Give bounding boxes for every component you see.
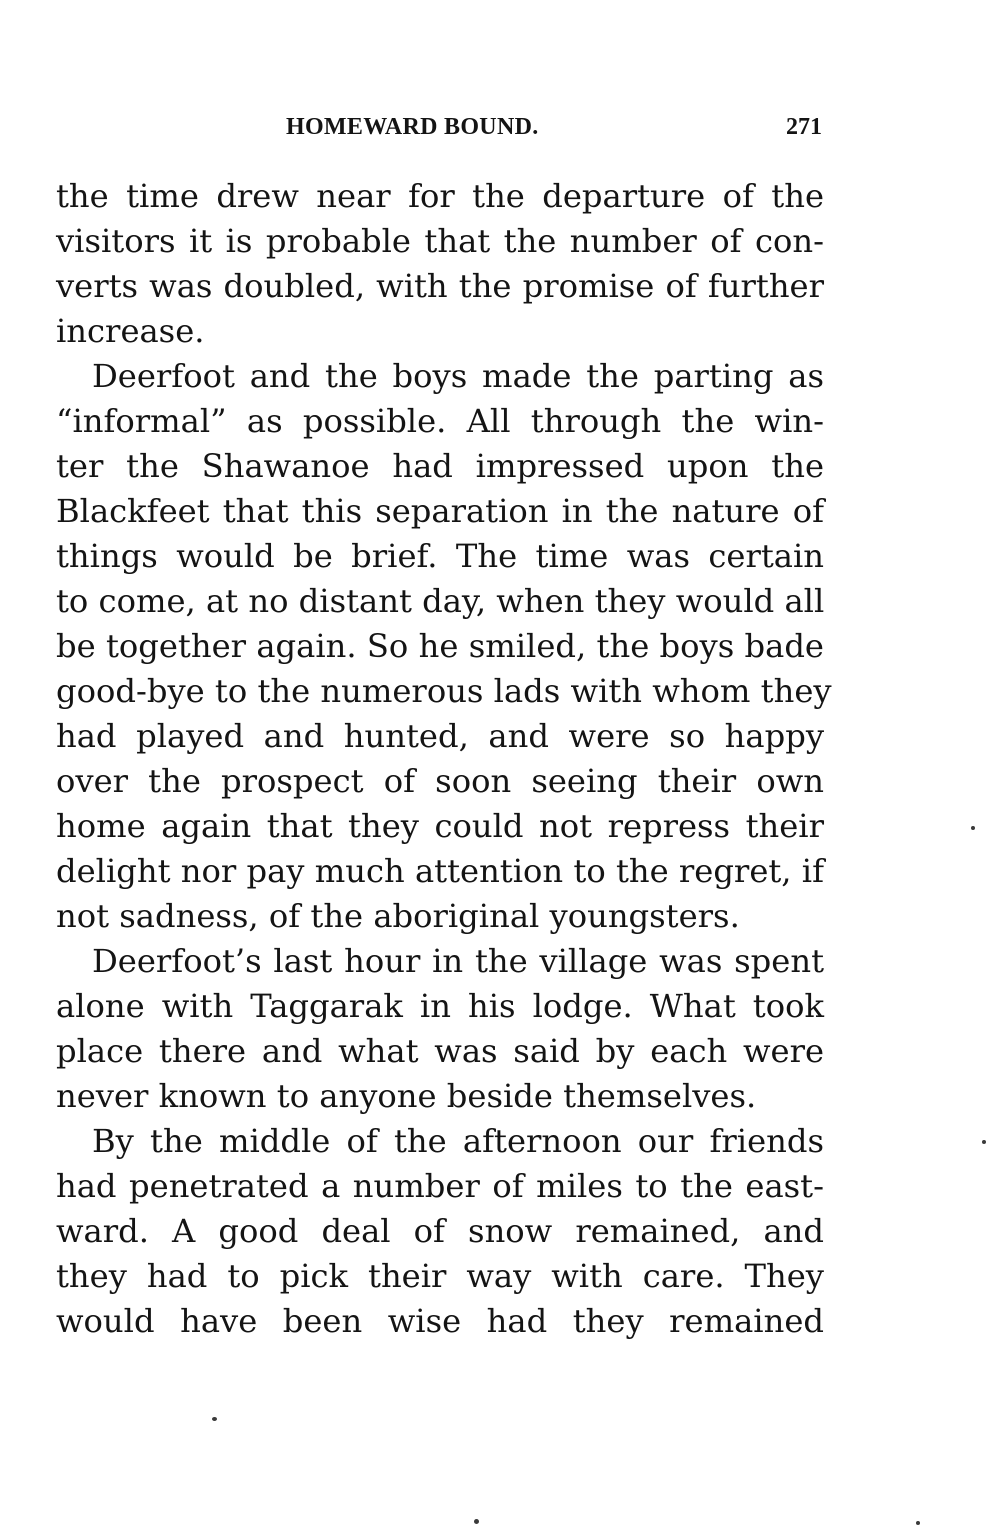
text-line: they had to pick their way with care. They [56,1257,824,1295]
text-line: verts was doubled, with the promise of further [56,267,824,305]
scan-speck [474,1519,479,1524]
running-title: HOMEWARD BOUND. [286,114,539,140]
text-line: ward. A good deal of snow remained, and [56,1212,824,1250]
running-head [56,114,824,148]
scan-speck [212,1417,217,1421]
text-line: increase. [56,312,205,350]
text-line: to come, at no distant day, when they would all [56,582,825,620]
text-line: By the middle of the afternoon our friends [92,1122,824,1160]
page-number: 271 [786,114,822,140]
text-line: visitors it is probable that the number of con- [56,222,824,260]
scan-speck [971,826,975,830]
body-text [56,174,832,1344]
text-line: Deerfoot’s last hour in the village was spent [92,942,824,980]
text-line: things would be brief. The time was certain [56,537,824,575]
scan-speck [982,1140,986,1144]
text-line: Blackfeet that this separation in the nature of [56,492,824,530]
text-line: ter the Shawanoe had impressed upon the [56,447,824,485]
text-line: had played and hunted, and were so happy [56,717,824,755]
text-line: good-bye to the numerous lads with whom they [56,672,832,710]
text-line: Deerfoot and the boys made the parting as [92,357,824,395]
text-line: over the prospect of soon seeing their own [56,762,824,800]
text-line: alone with Taggarak in his lodge. What took [56,987,824,1025]
text-line: the time drew near for the departure of the [56,177,824,215]
text-line: home again that they could not repress their [56,807,824,845]
text-line: be together again. So he smiled, the boys bade [56,627,824,665]
text-line: “informal” as possible. All through the win- [56,402,824,440]
text-line: place there and what was said by each were [56,1032,824,1070]
text-line: never known to anyone beside themselves. [56,1077,757,1115]
text-line: delight nor pay much attention to the regret, if [56,852,824,890]
text-line: would have been wise had they remained [56,1302,824,1340]
text-line: had penetrated a number of miles to the east- [56,1167,824,1205]
scan-speck [916,1521,920,1525]
text-line: not sadness, of the aboriginal youngsters. [56,897,740,935]
